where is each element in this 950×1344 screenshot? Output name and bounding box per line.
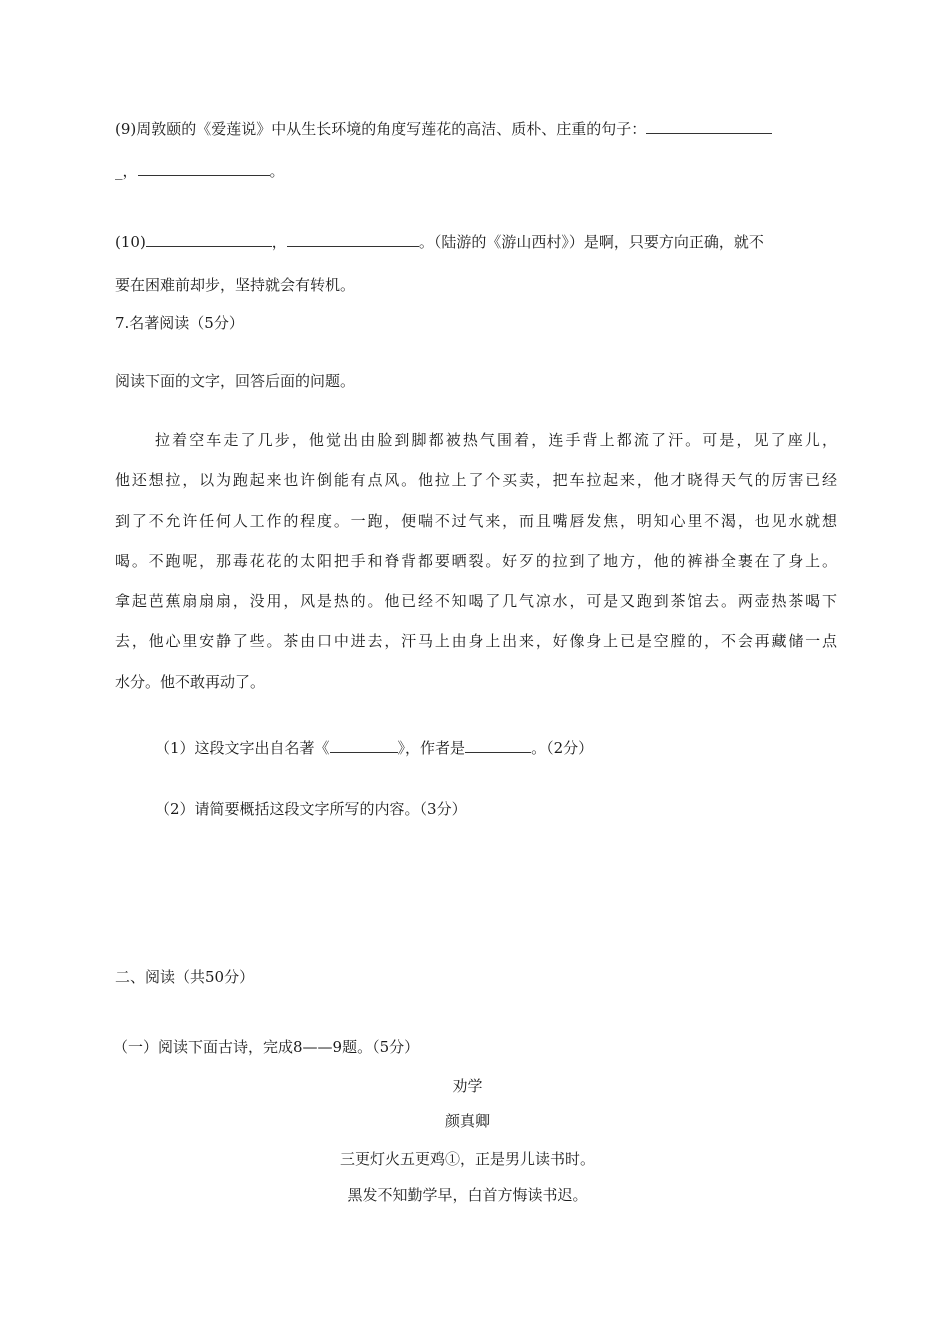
question-9-continuation: _， xyxy=(115,162,138,180)
question-9-end: 。 xyxy=(269,162,285,180)
passage-line: 拿起芭蕉扇扇扇，没用，风是热的。他已经不知喝了几气凉水，可是又跑到茶馆去。两壶热茶喝下 xyxy=(115,592,837,611)
sub-question-2: （2）请简要概括这段文字所写的内容。（3分） xyxy=(155,800,467,818)
question-7-instruction: 阅读下面的文字，回答后面的问题。 xyxy=(115,372,356,390)
section-2-part-1: （一）阅读下面古诗，完成8——9题。（5分） xyxy=(113,1038,420,1056)
passage-line: 去，他心里安静了些。茶由口中进去，汗马上由身上出来，好像身上已是空膛的，不会再藏储一点 xyxy=(115,632,837,651)
answer-blank[interactable] xyxy=(138,161,270,176)
question-10-line-1 xyxy=(115,231,764,253)
passage-line: 水分。他不敢再动了。 xyxy=(115,672,266,691)
passage-line: 喝。不跑呢，那毒花花的太阳把手和脊背都要晒裂。好歹的拉到了地方，他的裤褂全裹在了身上。 xyxy=(115,551,837,570)
question-10-comma: ， xyxy=(271,233,287,251)
question-9-line-2 xyxy=(115,160,285,182)
answer-blank[interactable] xyxy=(146,232,272,247)
section-2-heading: 二、阅读（共50分） xyxy=(115,968,255,986)
answer-blank[interactable] xyxy=(287,232,419,247)
sub-question-1 xyxy=(155,737,593,759)
question-7-heading: 7.名著阅读（5分） xyxy=(115,314,244,332)
passage-line: 他还想拉，以为跑起来也许倒能有点风。他拉上了个买卖，把车拉起来，他才晓得天气的厉害已经 xyxy=(115,471,837,490)
book-title-blank[interactable] xyxy=(330,738,398,753)
poem-author: 颜真卿 xyxy=(444,1112,490,1130)
poem-line: 三更灯火五更鸡①，正是男儿读书时。 xyxy=(339,1150,595,1168)
question-9-line-1 xyxy=(115,118,772,140)
poem-line: 黑发不知勤学早，白首方悔读书迟。 xyxy=(347,1186,588,1204)
answer-blank[interactable] xyxy=(646,119,772,134)
sub-question-1-text: （1）这段文字出自名著《 xyxy=(155,739,330,757)
passage-line: 拉着空车走了几步，他觉出由脸到脚都被热气围着，连手背上都流了汗。可是，见了座儿， xyxy=(155,431,837,449)
poem-title: 劝学 xyxy=(452,1077,483,1095)
question-10-text: 。（陆游的《游山西村》）是啊，只要方向正确，就不 xyxy=(418,233,764,251)
question-10-line-2: 要在困难前却步，坚持就会有转机。 xyxy=(115,276,356,294)
passage-line: 到了不允许任何人工作的程度。一跑，便喘不过气来，而且嘴唇发焦，明知心里不渴，也见水就想 xyxy=(115,511,837,530)
author-blank[interactable] xyxy=(465,738,531,753)
sub-question-1-author: 》，作者是 xyxy=(397,739,466,757)
question-9-text: (9)周敦颐的《爱莲说》中从生长环境的角度写莲花的高洁、质朴、庄重的句子： xyxy=(115,120,647,138)
reading-passage xyxy=(115,420,837,702)
question-10-prefix: (10) xyxy=(115,233,146,251)
sub-question-1-points: 。（2分） xyxy=(531,739,594,757)
